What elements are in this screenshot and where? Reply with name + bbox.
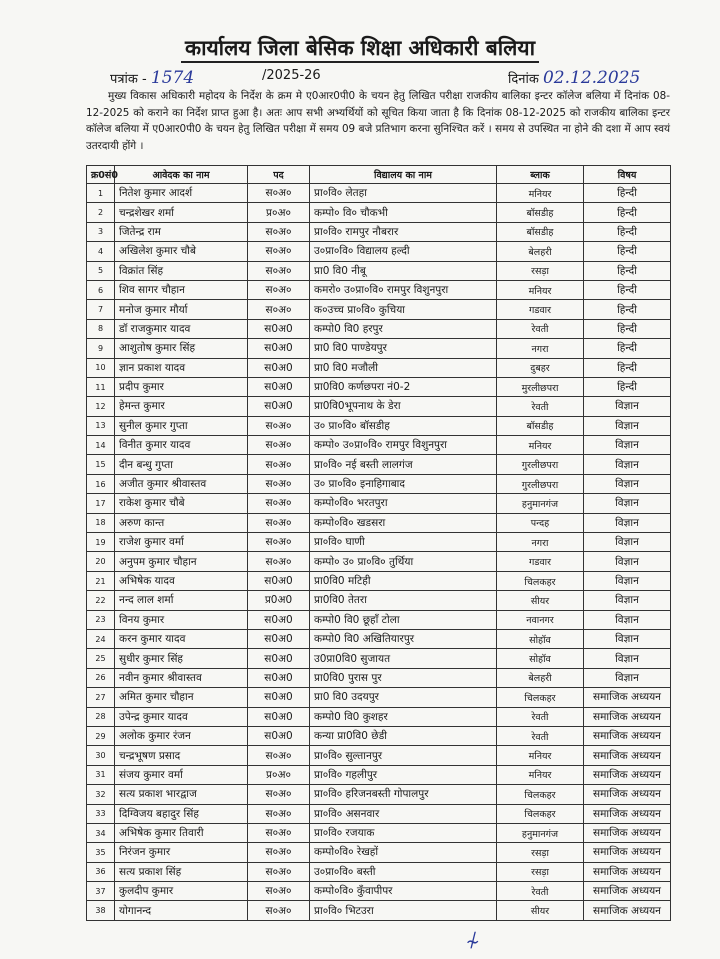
serial-cell: 7 (87, 300, 115, 319)
post-cell: स0अ0 (248, 726, 310, 745)
applicant-name-cell: नन्द लाल शर्मा (115, 591, 248, 610)
applicant-name-cell: प्रदीप कुमार (115, 377, 248, 396)
subject-cell: हिन्दी (584, 184, 671, 203)
applicant-name-cell: ज्ञान प्रकाश यादव (115, 358, 248, 377)
serial-cell: 4 (87, 242, 115, 261)
applicant-name-cell: अरुण कान्त (115, 513, 248, 532)
session-year: /2025-26 (262, 68, 321, 83)
subject-cell: विज्ञान (584, 629, 671, 648)
post-cell: स0अ0 (248, 358, 310, 377)
serial-cell: 14 (87, 436, 115, 455)
block-cell: बॉसडीह (497, 203, 584, 222)
office-title: कार्यालय जिला बेसिक शिक्षा अधिकारी बलिया (0, 34, 720, 62)
applicant-name-cell: सुनील कुमार गुप्ता (115, 416, 248, 435)
letter-number-value: 1574 (150, 68, 195, 88)
serial-cell: 29 (87, 726, 115, 745)
serial-cell: 17 (87, 494, 115, 513)
subject-cell: विज्ञान (584, 474, 671, 493)
school-name-cell: प्रा0 वि0 मजौली (310, 358, 497, 377)
table-row (87, 222, 671, 241)
serial-cell: 21 (87, 571, 115, 590)
subject-cell: विज्ञान (584, 513, 671, 532)
candidate-table (86, 165, 671, 921)
serial-cell: 28 (87, 707, 115, 726)
applicant-name-cell: कुलदीप कुमार (115, 882, 248, 901)
subject-cell: विज्ञान (584, 397, 671, 416)
table-row (87, 610, 671, 629)
block-cell: मनियर (497, 746, 584, 765)
applicant-name-cell: चन्द्रशेखर शर्मा (115, 203, 248, 222)
applicant-name-cell: करन कुमार यादव (115, 629, 248, 648)
table-row (87, 513, 671, 532)
post-cell: स०अ० (248, 280, 310, 299)
school-name-cell: प्रा०वि० घाणी (310, 533, 497, 552)
block-cell: रेवती (497, 397, 584, 416)
post-cell: स0अ0 (248, 610, 310, 629)
applicant-name-cell: संजय कुमार वर्मा (115, 765, 248, 784)
serial-cell: 12 (87, 397, 115, 416)
block-cell: चिलकहर (497, 804, 584, 823)
post-cell: स0अ0 (248, 397, 310, 416)
serial-cell: 31 (87, 765, 115, 784)
table-row (87, 261, 671, 280)
serial-cell: 36 (87, 862, 115, 881)
date-label: दिनांक (508, 72, 539, 87)
serial-cell: 34 (87, 823, 115, 842)
serial-cell: 1 (87, 184, 115, 203)
serial-cell: 33 (87, 804, 115, 823)
school-name-cell: प्रा०वि० नई बस्ती लालगंज (310, 455, 497, 474)
applicant-name-cell: अभिषेक कुमार तिवारी (115, 823, 248, 842)
subject-cell: समाजिक अध्ययन (584, 765, 671, 784)
serial-cell: 3 (87, 222, 115, 241)
school-name-cell: कम्पो० उ० प्रा०वि० तुर्थिया (310, 552, 497, 571)
post-cell: स०अ० (248, 242, 310, 261)
serial-cell: 9 (87, 339, 115, 358)
table-row (87, 668, 671, 687)
letter-number (110, 68, 194, 88)
subject-cell: विज्ञान (584, 668, 671, 687)
block-cell: रसड़ा (497, 843, 584, 862)
header-serial: क्र0सं0 (87, 166, 115, 184)
block-cell: रेवती (497, 726, 584, 745)
subject-cell: समाजिक अध्ययन (584, 823, 671, 842)
serial-cell: 13 (87, 416, 115, 435)
applicant-name-cell: सुधीर कुमार सिंह (115, 649, 248, 668)
table-row (87, 823, 671, 842)
school-name-cell: प्रा०वि० रामपुर नौबरार (310, 222, 497, 241)
serial-cell: 19 (87, 533, 115, 552)
block-cell: गडवार (497, 552, 584, 571)
school-name-cell: प्रा०वि० असनवार (310, 804, 497, 823)
subject-cell: समाजिक अध्ययन (584, 785, 671, 804)
subject-cell: हिन्दी (584, 222, 671, 241)
school-name-cell: प्रा०वि० भिटउरा (310, 901, 497, 920)
table-row (87, 455, 671, 474)
school-name-cell: कम्पो०वि० भरतपुरा (310, 494, 497, 513)
applicant-name-cell: अजीत कुमार श्रीवास्तव (115, 474, 248, 493)
block-cell: रेवती (497, 882, 584, 901)
school-name-cell: कम्पो० उ०प्रा०वि० रामपुर विशुनपुरा (310, 436, 497, 455)
block-cell: हनुमानगंज (497, 823, 584, 842)
header-applicant-name: आवेदक का नाम (115, 166, 248, 184)
post-cell: स०अ० (248, 513, 310, 532)
header-subject: विषय (584, 166, 671, 184)
serial-cell: 25 (87, 649, 115, 668)
school-name-cell: कम्पो० वि० चौकभी (310, 203, 497, 222)
post-cell: स0अ0 (248, 707, 310, 726)
post-cell: स0अ0 (248, 319, 310, 338)
school-name-cell: उ०प्रा०वि० बस्ती (310, 862, 497, 881)
post-cell: स0अ0 (248, 377, 310, 396)
serial-cell: 30 (87, 746, 115, 765)
letter-date (508, 68, 640, 88)
school-name-cell: कम्पो0 वि0 छूहाँ टोला (310, 610, 497, 629)
subject-cell: समाजिक अध्ययन (584, 707, 671, 726)
applicant-name-cell: सत्य प्रकाश भारद्वाज (115, 785, 248, 804)
school-name-cell: प्रा०वि० रजयाक (310, 823, 497, 842)
table-row (87, 591, 671, 610)
applicant-name-cell: राकेश कुमार चौबे (115, 494, 248, 513)
block-cell: रेवती (497, 707, 584, 726)
block-cell: पन्दह (497, 513, 584, 532)
school-name-cell: कम्पो०वि० खडसरा (310, 513, 497, 532)
post-cell: स०अ० (248, 474, 310, 493)
applicant-name-cell: अमित कुमार चौहान (115, 688, 248, 707)
subject-cell: समाजिक अध्ययन (584, 882, 671, 901)
serial-cell: 2 (87, 203, 115, 222)
post-cell: स0अ0 (248, 668, 310, 687)
applicant-name-cell: डॉ राजकुमार यादव (115, 319, 248, 338)
block-cell: गुरलीछपरा (497, 455, 584, 474)
school-name-cell: प्रा०वि० लेतहा (310, 184, 497, 203)
table-row (87, 746, 671, 765)
block-cell: सीयर (497, 591, 584, 610)
school-name-cell: उ०प्रा०वि० विद्यालय हल्दी (310, 242, 497, 261)
serial-cell: 16 (87, 474, 115, 493)
serial-cell: 22 (87, 591, 115, 610)
school-name-cell: प्रा0 वि0 उदयपुर (310, 688, 497, 707)
serial-cell: 10 (87, 358, 115, 377)
subject-cell: विज्ञान (584, 610, 671, 629)
block-cell: गडवार (497, 300, 584, 319)
school-name-cell: प्रा0 वि0 नीबू (310, 261, 497, 280)
subject-cell: समाजिक अध्ययन (584, 843, 671, 862)
table-row (87, 571, 671, 590)
table-row (87, 184, 671, 203)
post-cell: प्र०अ० (248, 765, 310, 784)
post-cell: स0अ0 (248, 688, 310, 707)
post-cell: स0अ0 (248, 339, 310, 358)
school-name-cell: प्रा0वि0 तेतरा (310, 591, 497, 610)
subject-cell: समाजिक अध्ययन (584, 804, 671, 823)
serial-cell: 5 (87, 261, 115, 280)
table-row (87, 474, 671, 493)
post-cell: प्र0अ0 (248, 591, 310, 610)
date-value: 02.12.2025 (542, 68, 641, 88)
school-name-cell: कम्पो0 वि0 हरपुर (310, 319, 497, 338)
subject-cell: विज्ञान (584, 533, 671, 552)
school-name-cell: प्रा0वि0 पुरास पुर (310, 668, 497, 687)
applicant-name-cell: निरंजन कुमार (115, 843, 248, 862)
applicant-name-cell: उपेन्द्र कुमार यादव (115, 707, 248, 726)
table-row (87, 649, 671, 668)
serial-cell: 26 (87, 668, 115, 687)
table-row (87, 319, 671, 338)
applicant-name-cell: चन्द्रभूषण प्रसाद (115, 746, 248, 765)
school-name-cell: प्रा0वि0 मटिही (310, 571, 497, 590)
block-cell: गुरलीछपरा (497, 474, 584, 493)
table-row (87, 377, 671, 396)
school-name-cell: क०उच्च प्रा०वि० कुचिया (310, 300, 497, 319)
post-cell: स०अ० (248, 222, 310, 241)
applicant-name-cell: जितेन्द्र राम (115, 222, 248, 241)
table-row (87, 203, 671, 222)
serial-cell: 20 (87, 552, 115, 571)
subject-cell: समाजिक अध्ययन (584, 862, 671, 881)
school-name-cell: कम्पो0 वि0 अखितियारपुर (310, 629, 497, 648)
table-row (87, 688, 671, 707)
block-cell: मनियर (497, 436, 584, 455)
table-row (87, 533, 671, 552)
table-row (87, 242, 671, 261)
post-cell: स०अ० (248, 823, 310, 842)
school-name-cell: प्रा०वि० हरिजनबस्ती गोपालपुर (310, 785, 497, 804)
subject-cell: हिन्दी (584, 203, 671, 222)
subject-cell: विज्ञान (584, 552, 671, 571)
applicant-name-cell: मनोज कुमार मौर्या (115, 300, 248, 319)
subject-cell: विज्ञान (584, 416, 671, 435)
school-name-cell: उ0प्रा0वि0 सुजायत (310, 649, 497, 668)
applicant-name-cell: हेमन्त कुमार (115, 397, 248, 416)
block-cell: सोहॉव (497, 629, 584, 648)
school-name-cell: कम्पो०वि० कुँवापीपर (310, 882, 497, 901)
post-cell: स०अ० (248, 300, 310, 319)
table-row (87, 629, 671, 648)
subject-cell: समाजिक अध्ययन (584, 901, 671, 920)
post-cell: स०अ० (248, 261, 310, 280)
school-name-cell: कन्या प्रा0वि0 छेडी (310, 726, 497, 745)
header-block: ब्लाक (497, 166, 584, 184)
table-row (87, 707, 671, 726)
post-cell: स०अ० (248, 455, 310, 474)
serial-cell: 35 (87, 843, 115, 862)
applicant-name-cell: अभिषेक यादव (115, 571, 248, 590)
applicant-name-cell: विनीत कुमार यादव (115, 436, 248, 455)
subject-cell: हिन्दी (584, 300, 671, 319)
school-name-cell: कम्पो०वि० रेखहों (310, 843, 497, 862)
post-cell: स०अ० (248, 901, 310, 920)
serial-cell: 11 (87, 377, 115, 396)
post-cell: स०अ० (248, 804, 310, 823)
subject-cell: हिन्दी (584, 377, 671, 396)
post-cell: स०अ० (248, 533, 310, 552)
subject-cell: हिन्दी (584, 242, 671, 261)
table-row (87, 882, 671, 901)
block-cell: नवानगर (497, 610, 584, 629)
serial-cell: 23 (87, 610, 115, 629)
applicant-name-cell: सत्य प्रकाश सिंह (115, 862, 248, 881)
school-name-cell: प्रा0 वि0 पाण्डेयपुर (310, 339, 497, 358)
notice-paragraph (86, 88, 670, 154)
table-body (87, 184, 671, 921)
table-row (87, 416, 671, 435)
block-cell: रसड़ा (497, 261, 584, 280)
school-name-cell: उ० प्रा०वि० इनाहिगाबाद (310, 474, 497, 493)
table-row (87, 901, 671, 920)
subject-cell: विज्ञान (584, 455, 671, 474)
block-cell: चिलकहर (497, 571, 584, 590)
block-cell: नगरा (497, 533, 584, 552)
notice-text: मुख्य विकास अधिकारी महोदय के निर्देश के क्रम मे ए0आर0पी0 के चयन हेतु लिखित परीक्षा राजकीय बालिका इन्टर कॉलेज बलिया में दिनांक 08-12-2025 को कराने का निर्देश प्राप्त हुआ है। अतः आप सभी अभ्यर्थियों को सूचित किया जाता है कि दिनांक 08-12-2025 को राजकीय बालिका इन्टर कॉलेज बलिया में ए0आर0पी0 के चयन हेतु लिखित परीक्षा में समय 09 बजे प्रतिभाग करना सुनिश्चित करें । समय से उपस्थित ना होने की दशा में आप स्वयं उतरदायी होंगे । (86, 90, 670, 152)
block-cell: हनुमानगंज (497, 494, 584, 513)
school-name-cell: कमरो० उ०प्रा०वि० रामपुर विशुनपुरा (310, 280, 497, 299)
post-cell: स०अ० (248, 184, 310, 203)
table-row (87, 494, 671, 513)
post-cell: स0अ0 (248, 571, 310, 590)
letter-number-label: पत्रांक - (110, 72, 147, 87)
subject-cell: समाजिक अध्ययन (584, 726, 671, 745)
table-row (87, 843, 671, 862)
block-cell: दुबहर (497, 358, 584, 377)
subject-cell: विज्ञान (584, 436, 671, 455)
table-row (87, 804, 671, 823)
school-name-cell: उ० प्रा०वि० बॉसडीह (310, 416, 497, 435)
block-cell: चिलकहर (497, 785, 584, 804)
school-name-cell: प्रा०वि० सुल्तानपुर (310, 746, 497, 765)
post-cell: स०अ० (248, 862, 310, 881)
subject-cell: समाजिक अध्ययन (584, 688, 671, 707)
block-cell: बॉसडीह (497, 222, 584, 241)
table-row (87, 862, 671, 881)
applicant-name-cell: नवीन कुमार श्रीवास्तव (115, 668, 248, 687)
table-row (87, 726, 671, 745)
signature: ⍭ (464, 926, 479, 954)
block-cell: चिलकहर (497, 688, 584, 707)
applicant-name-cell: विनय कुमार (115, 610, 248, 629)
subject-cell: हिन्दी (584, 261, 671, 280)
block-cell: मनियर (497, 184, 584, 203)
block-cell: बेलहरी (497, 242, 584, 261)
applicant-name-cell: विक्रांत सिंह (115, 261, 248, 280)
subject-cell: हिन्दी (584, 319, 671, 338)
block-cell: सोहॉव (497, 649, 584, 668)
post-cell: स०अ० (248, 882, 310, 901)
header-school-name: विद्यालय का नाम (310, 166, 497, 184)
applicant-name-cell: योगानन्द (115, 901, 248, 920)
serial-cell: 6 (87, 280, 115, 299)
table-row (87, 358, 671, 377)
block-cell: सीयर (497, 901, 584, 920)
post-cell: स०अ० (248, 552, 310, 571)
block-cell: मनियर (497, 280, 584, 299)
serial-cell: 38 (87, 901, 115, 920)
school-name-cell: कम्पो0 वि0 कुशहर (310, 707, 497, 726)
subject-cell: विज्ञान (584, 649, 671, 668)
block-cell: रसड़ा (497, 862, 584, 881)
serial-cell: 15 (87, 455, 115, 474)
serial-cell: 27 (87, 688, 115, 707)
applicant-name-cell: नितेश कुमार आदर्श (115, 184, 248, 203)
school-name-cell: प्रा०वि० गहलीपुर (310, 765, 497, 784)
applicant-name-cell: आशुतोष कुमार सिंह (115, 339, 248, 358)
post-cell: प्र०अ० (248, 203, 310, 222)
block-cell: रेवती (497, 319, 584, 338)
table-row (87, 280, 671, 299)
post-cell: स0अ0 (248, 629, 310, 648)
subject-cell: विज्ञान (584, 571, 671, 590)
subject-cell: विज्ञान (584, 494, 671, 513)
table-row (87, 436, 671, 455)
serial-cell: 37 (87, 882, 115, 901)
applicant-name-cell: अलोक कुमार रंजन (115, 726, 248, 745)
table-row (87, 785, 671, 804)
table-row (87, 765, 671, 784)
applicant-name-cell: अनुपम कुमार चौहान (115, 552, 248, 571)
serial-cell: 24 (87, 629, 115, 648)
post-cell: स०अ० (248, 843, 310, 862)
applicant-name-cell: अखिलेश कुमार चौबे (115, 242, 248, 261)
header-post: पद (248, 166, 310, 184)
block-cell: मुरलीछपरा (497, 377, 584, 396)
post-cell: स०अ० (248, 746, 310, 765)
serial-cell: 8 (87, 319, 115, 338)
subject-cell: हिन्दी (584, 280, 671, 299)
post-cell: स०अ० (248, 416, 310, 435)
block-cell: नगरा (497, 339, 584, 358)
serial-cell: 18 (87, 513, 115, 532)
post-cell: स०अ० (248, 494, 310, 513)
block-cell: बॉसडीह (497, 416, 584, 435)
serial-cell: 32 (87, 785, 115, 804)
post-cell: स०अ० (248, 436, 310, 455)
table-row (87, 339, 671, 358)
applicant-name-cell: दीन बन्धु गुप्ता (115, 455, 248, 474)
subject-cell: हिन्दी (584, 358, 671, 377)
subject-cell: विज्ञान (584, 591, 671, 610)
table-row (87, 552, 671, 571)
post-cell: स0अ0 (248, 649, 310, 668)
applicant-name-cell: राजेश कुमार वर्मा (115, 533, 248, 552)
school-name-cell: प्रा0वि0 कर्णछपरा नं0-2 (310, 377, 497, 396)
subject-cell: समाजिक अध्ययन (584, 746, 671, 765)
school-name-cell: प्रा0वि0भूपनाथ के डेरा (310, 397, 497, 416)
table-row (87, 397, 671, 416)
applicant-name-cell: शिव सागर चौहान (115, 280, 248, 299)
post-cell: स०अ० (248, 785, 310, 804)
block-cell: बेलहरी (497, 668, 584, 687)
block-cell: मनियर (497, 765, 584, 784)
table-header-row (87, 166, 671, 184)
applicant-name-cell: दिग्विजय बहादुर सिंह (115, 804, 248, 823)
subject-cell: हिन्दी (584, 339, 671, 358)
table-row (87, 300, 671, 319)
